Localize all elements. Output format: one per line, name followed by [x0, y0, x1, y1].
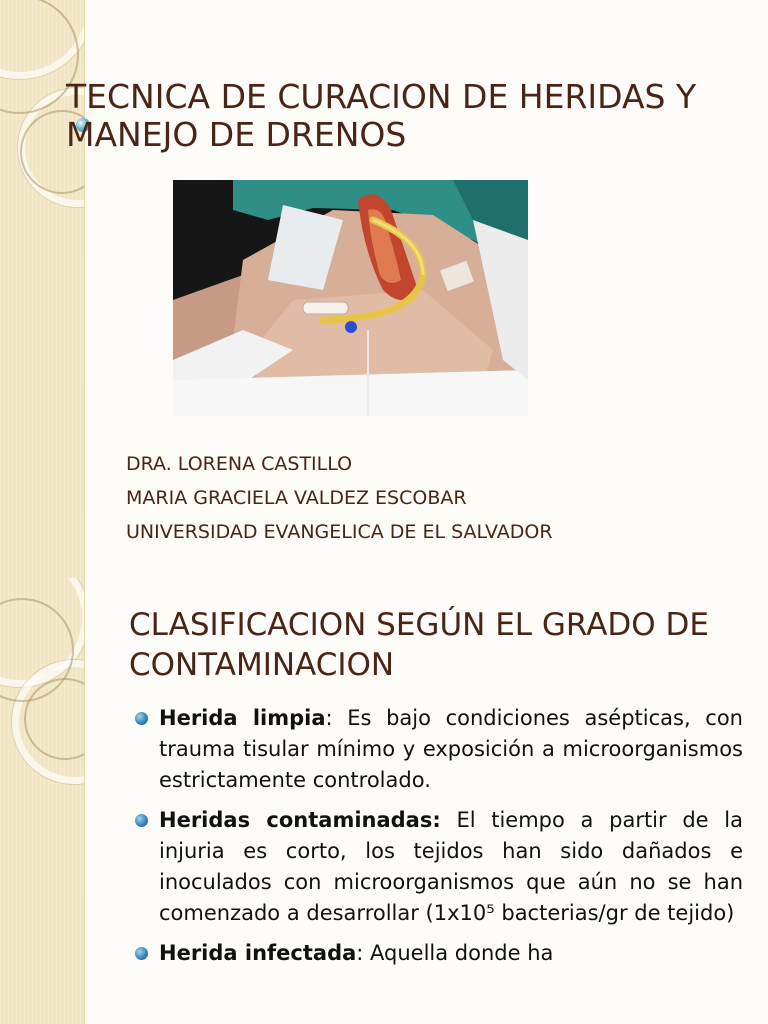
- slide-title: TECNICA DE CURACION DE HERIDAS Y MANEJO DE DRENOS: [66, 77, 697, 154]
- list-item: [133, 805, 743, 929]
- term-label: Herida limpia: [159, 706, 326, 730]
- term-description: : Es bajo condiciones asépticas, con trauma tisular mínimo y exposición a microorganismos estrictamente controlado.: [159, 706, 743, 792]
- author-name: MARIA GRACIELA VALDEZ ESCOBAR: [126, 487, 467, 509]
- bullet-icon: [135, 814, 148, 827]
- list-item: [133, 938, 743, 969]
- content-slide: [0, 578, 768, 1024]
- author-block: [126, 452, 596, 554]
- wound-drain-photo: [173, 180, 528, 416]
- term-description: El tiempo a partir de la injuria es corto, los tejidos han sido dañados e inoculados con microorganismos que aún no se han comenzado a desarrollar (1x10⁵ bacterias/gr de tejido): [159, 808, 743, 925]
- list-item: [133, 703, 743, 796]
- section-title: CLASIFICACION SEGÚN EL GRADO DE CONTAMINACION: [129, 607, 709, 683]
- classification-list: [133, 703, 743, 978]
- author-name: DRA. LORENA CASTILLO: [126, 453, 353, 475]
- decorative-rings: [0, 578, 84, 1024]
- institution-name: UNIVERSIDAD EVANGELICA DE EL SALVADOR: [126, 521, 553, 543]
- term-description: : Aquella donde ha: [356, 941, 554, 965]
- term-label: Herida infectada: [159, 941, 357, 965]
- term-label: Heridas contaminadas:: [159, 808, 441, 832]
- bullet-icon: [135, 712, 148, 725]
- bullet-icon: [135, 947, 148, 960]
